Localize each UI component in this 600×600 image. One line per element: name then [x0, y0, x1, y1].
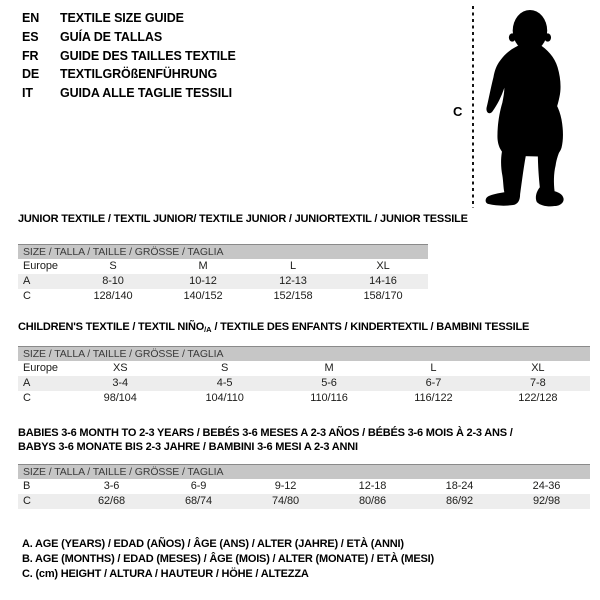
height-cell: 74/80 — [271, 495, 300, 507]
height-cell: 80/86 — [358, 495, 387, 507]
age-cell: 4-5 — [216, 377, 233, 389]
height-measure-label: C — [453, 104, 463, 119]
table-row-age-years — [18, 376, 590, 391]
table-row-europe — [18, 259, 428, 274]
age-cell: 8-10 — [102, 275, 124, 287]
toddler-silhouette-icon — [482, 6, 572, 213]
footnote-age-years: A. AGE (YEARS) / EDAD (AÑOS) / ÂGE (ANS) / ALTER (JAHRE) / ETÀ (ANNI) — [22, 538, 404, 550]
age-cell: 18-24 — [445, 480, 474, 492]
table-row-europe — [18, 361, 590, 376]
age-cell: 5-6 — [321, 377, 337, 389]
age-cell: 10-12 — [189, 275, 217, 287]
table-row-height — [18, 289, 428, 304]
age-cell: 9-12 — [274, 480, 297, 492]
size-cell: XL — [531, 362, 545, 374]
size-cell: M — [324, 362, 334, 374]
age-cell: 12-18 — [358, 480, 387, 492]
size-header-bar: SIZE / TALLA / TAILLE / GRÖSSE / TAGLIA — [18, 346, 590, 361]
section-title-children — [18, 320, 529, 337]
height-cell: 152/158 — [273, 290, 313, 302]
height-measure-dashed-line — [472, 6, 474, 208]
guide-title-en: TEXTILE SIZE GUIDE — [60, 11, 184, 25]
height-cell: 122/128 — [518, 392, 558, 404]
babies-size-table — [18, 464, 590, 509]
footnote-age-months: B. AGE (MONTHS) / EDAD (MESES) / ÂGE (MOIS) / ALTER (MONATE) / ETÀ (MESI) — [22, 553, 434, 566]
size-cell: S — [220, 362, 229, 374]
size-cell: L — [430, 362, 437, 374]
title-text: / TEXTILE DES ENFANTS / KINDERTEXTIL / BAMBINI TESSILE — [211, 321, 530, 333]
language-code: DE — [22, 67, 40, 82]
table-row-height — [18, 494, 590, 509]
guide-title-it: GUIDA ALLE TAGLIE TESSILI — [60, 86, 233, 101]
table-row-height — [18, 391, 590, 406]
age-cell: 7-8 — [530, 377, 546, 389]
age-cell: 3-6 — [103, 480, 120, 492]
section-title-junior: JUNIOR TEXTILE / TEXTIL JUNIOR/ TEXTILE JUNIOR / JUNIORTEXTIL / JUNIOR TESSILE — [18, 213, 468, 225]
height-cell: 98/104 — [103, 392, 137, 404]
row-label: Europe — [23, 362, 58, 374]
height-cell: 104/110 — [205, 392, 244, 404]
age-cell: 12-13 — [279, 275, 307, 287]
age-cell: 24-36 — [532, 480, 561, 492]
height-cell: 158/170 — [363, 290, 403, 302]
language-row-en — [22, 9, 236, 28]
height-cell: 86/92 — [445, 495, 474, 507]
language-row-es — [22, 28, 236, 47]
footnote-height: C. (cm) HEIGHT / ALTURA / HAUTEUR / HÖHE / ALTEZZA — [22, 568, 309, 581]
height-cell: 116/122 — [414, 392, 453, 404]
height-cell: 68/74 — [184, 495, 213, 507]
row-label: C — [23, 495, 31, 507]
title-line-2: BABYS 3-6 MONATE BIS 2-3 JAHRE / BAMBINI 3-6 MESI A 2-3 ANNI — [18, 441, 358, 453]
row-label: C — [23, 392, 31, 404]
legend-footnotes — [22, 537, 434, 583]
height-cell: 128/140 — [93, 290, 133, 302]
row-label: A — [23, 377, 31, 389]
guide-title-de: TEXTILGRÖßENFÜHRUNG — [60, 67, 218, 82]
age-cell: 6-9 — [190, 480, 207, 492]
children-size-table — [18, 346, 590, 406]
size-cell: M — [198, 260, 208, 272]
height-cell: 62/68 — [97, 495, 126, 507]
size-header-bar: SIZE / TALLA / TAILLE / GRÖSSE / TAGLIA — [18, 464, 590, 479]
size-cell: L — [289, 260, 297, 272]
language-row-it — [22, 84, 236, 103]
table-row-age-years — [18, 274, 428, 289]
size-cell: XS — [112, 362, 128, 374]
language-code: FR — [22, 48, 39, 63]
title-line-1: BABIES 3-6 MONTH TO 2-3 YEARS / BEBÉS 3-6 MESES A 2-3 AÑOS / BÉBÉS 3-6 MOIS À 2-3 ANS / — [18, 427, 513, 439]
guide-title-es: GUÍA DE TALLAS — [60, 29, 163, 44]
row-label: Europe — [23, 260, 58, 272]
row-label: B — [23, 480, 31, 492]
size-header-bar: SIZE / TALLA / TAILLE / GRÖSSE / TAGLIA — [18, 244, 428, 259]
language-legend — [22, 9, 236, 103]
height-cell: 110/116 — [310, 392, 348, 404]
size-cell: S — [109, 260, 117, 272]
language-code: EN — [22, 11, 40, 25]
row-label: C — [23, 290, 31, 302]
section-title-babies — [18, 426, 513, 454]
age-cell: 14-16 — [369, 275, 397, 287]
guide-title-fr: GUIDE DES TAILLES TEXTILE — [60, 48, 236, 63]
size-cell: XL — [376, 260, 390, 272]
age-cell: 6-7 — [425, 377, 442, 389]
height-cell: 140/152 — [183, 290, 223, 302]
language-row-fr — [22, 47, 236, 66]
title-subscript: /A — [204, 325, 212, 334]
language-code: ES — [22, 29, 39, 44]
age-cell: 3-4 — [112, 377, 128, 389]
row-label: A — [23, 275, 31, 287]
junior-size-table — [18, 244, 428, 304]
table-row-age-months — [18, 479, 590, 494]
language-row-de — [22, 65, 236, 84]
title-text: CHILDREN'S TEXTILE / TEXTIL NIÑO — [18, 321, 205, 333]
language-code: IT — [22, 86, 33, 101]
height-cell: 92/98 — [532, 495, 561, 507]
